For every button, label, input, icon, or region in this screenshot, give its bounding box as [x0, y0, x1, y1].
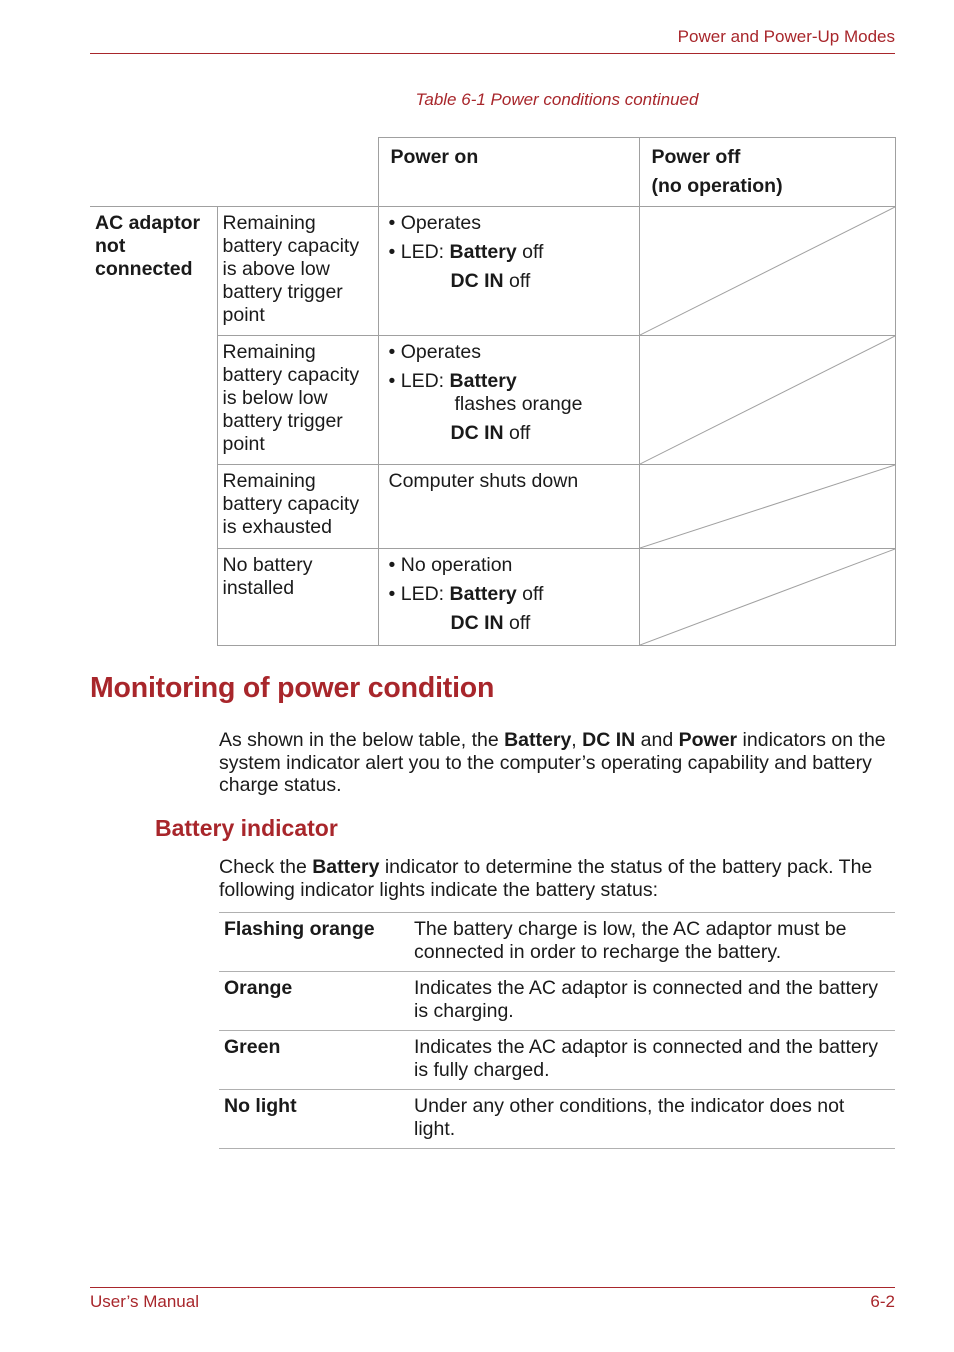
col-header-power-on: Power on: [378, 138, 639, 207]
col-header-power-off: Power off (no operation): [639, 138, 895, 207]
table-row: [219, 1090, 895, 1149]
indicator-description: Under any other conditions, the indicator does not light.: [409, 1090, 895, 1149]
table-row: [219, 913, 895, 972]
indicator-state: Flashing orange: [219, 913, 409, 972]
table-header-row: [90, 138, 895, 207]
footer-rule: [90, 1287, 895, 1288]
page-number: 6-2: [870, 1292, 895, 1311]
table-caption: Table 6-1 Power conditions continued: [415, 90, 699, 109]
power-on-cell: • No operation • LED: Battery off DC IN off: [378, 549, 639, 646]
power-off-cell-na: [639, 207, 895, 336]
footer-manual-title: User’s Manual: [90, 1292, 199, 1311]
power-off-cell-na: [639, 549, 895, 646]
diagonal-strike: [640, 465, 895, 548]
table-row: [219, 972, 895, 1031]
section-intro: As shown in the below table, the Battery, DC IN and Power indicators on the system indicator alert you to the computer’s operating capability and battery charge status.: [219, 729, 886, 796]
power-off-cell-na: [639, 336, 895, 465]
power-off-cell-na: [639, 465, 895, 549]
state-cell: Remaining battery capacity is above low battery trigger point: [217, 207, 378, 336]
indicator-state: Orange: [219, 972, 409, 1031]
subsection-heading: Battery indicator: [155, 815, 338, 841]
table-row: [219, 1031, 895, 1090]
diagonal-strike: [640, 207, 895, 335]
power-on-cell: • Operates • LED: Battery off DC IN off: [378, 207, 639, 336]
battery-indicator-intro: Check the Battery indicator to determine the status of the battery pack. The following indicator lights indicate the battery status:: [219, 856, 873, 901]
section-heading: Monitoring of power condition: [90, 672, 495, 704]
indicator-description: Indicates the AC adaptor is connected and the battery is fully charged.: [409, 1031, 895, 1090]
diagonal-strike: [640, 549, 895, 645]
indicator-state: No light: [219, 1090, 409, 1149]
header-rule: [90, 53, 895, 54]
battery-indicator-table: [219, 912, 895, 1149]
table-row: [90, 207, 895, 336]
state-cell: Remaining battery capacity is exhausted: [217, 465, 378, 549]
diagonal-strike: [640, 336, 895, 464]
indicator-state: Green: [219, 1031, 409, 1090]
running-header: Power and Power-Up Modes: [677, 27, 895, 46]
state-cell: Remaining battery capacity is below low battery trigger point: [217, 336, 378, 465]
indicator-description: The battery charge is low, the AC adaptor must be connected in order to recharge the battery.: [409, 913, 895, 972]
row-group-label: AC adaptor not connected: [90, 207, 217, 646]
power-on-cell: Computer shuts down: [378, 465, 639, 549]
power-conditions-table: [90, 137, 896, 646]
state-cell: No battery installed: [217, 549, 378, 646]
power-on-cell: • Operates • LED: Battery flashes orange DC IN off: [378, 336, 639, 465]
indicator-description: Indicates the AC adaptor is connected and the battery is charging.: [409, 972, 895, 1031]
